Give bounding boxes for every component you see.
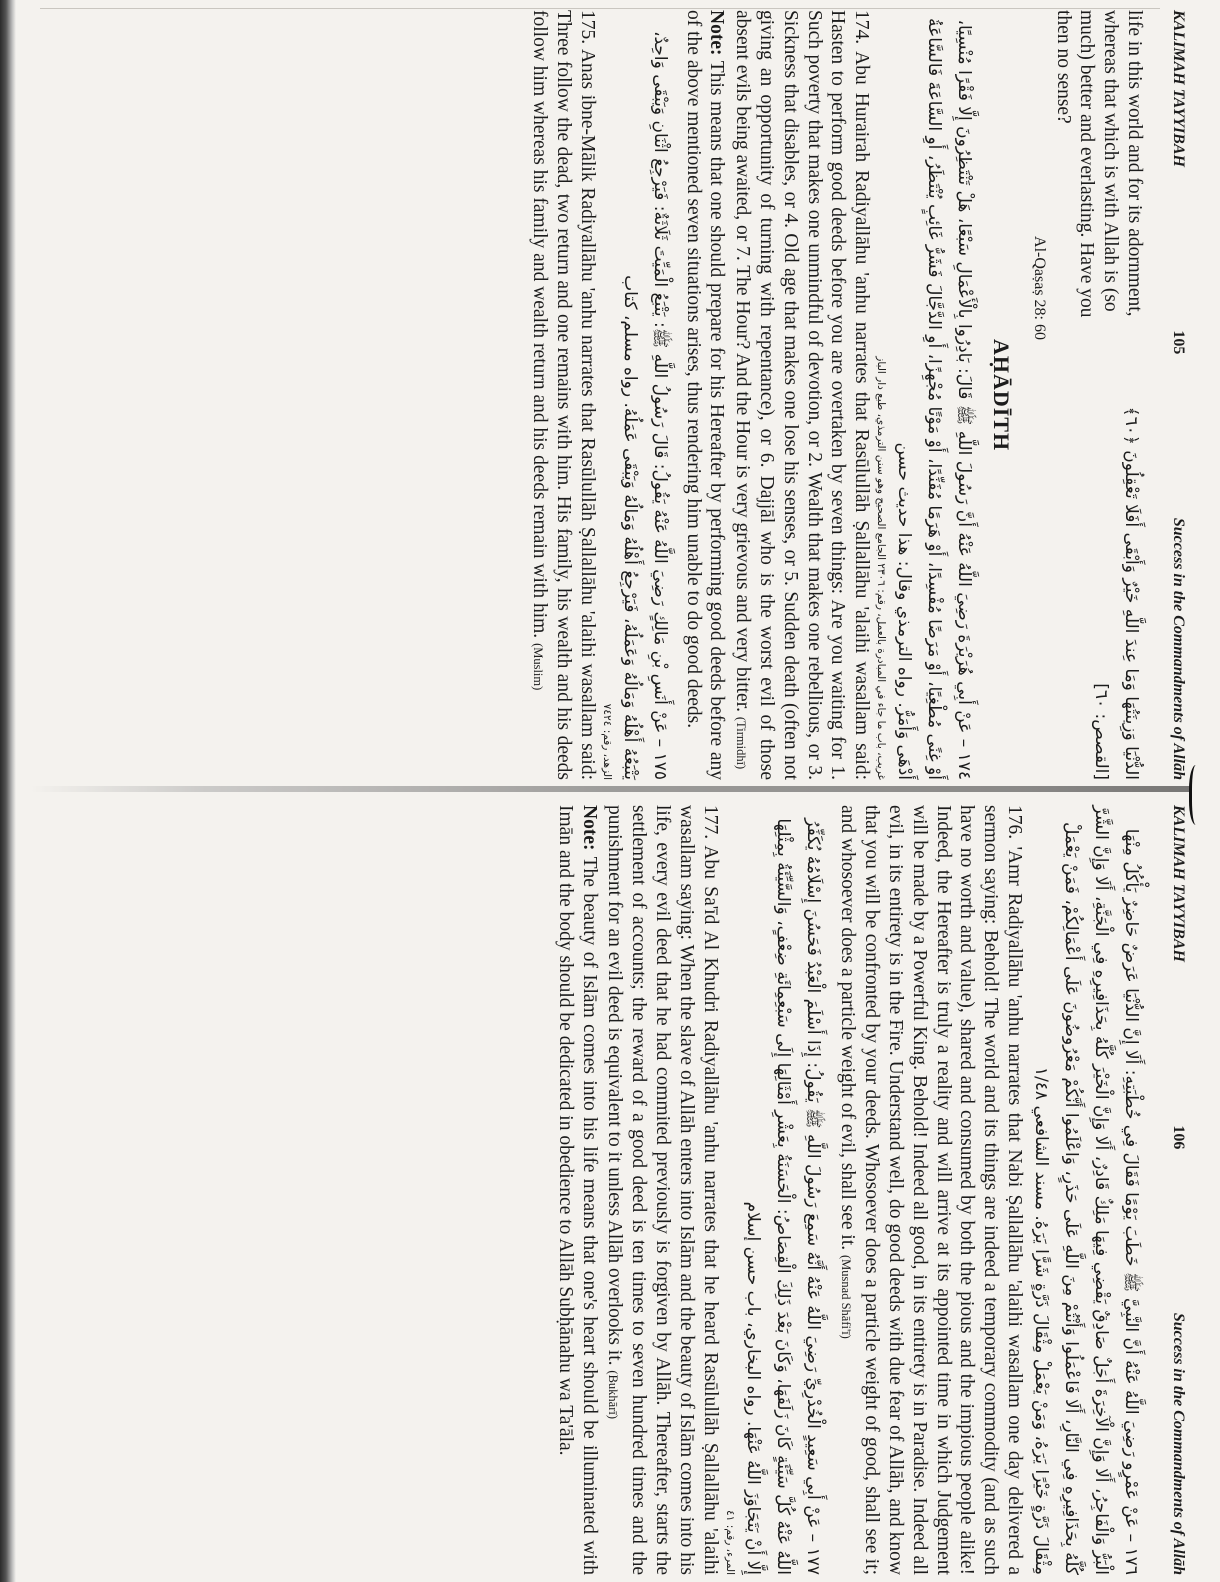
- hadith-177-citation: (Bukhārī): [606, 1370, 621, 1420]
- page-106: [30, 805, 1190, 1575]
- note-label: Note:: [706, 10, 728, 56]
- hadith-177-text: 177. Abu Sa'īd Al Khudri Radiyallāhu 'anhu narrates that he heard Rasūlullāh Ṣallallāhu 'alaihi wasallam saying: When the slave of Allāh enters into Islām and the beauty of Islām comes into his life, every evil deed that he had commited previously is forgiven by Allāh. Thereafter, starts the settlement of accounts; the reward of a good deed is ten times to seven hundred times and the punishment for an evil deed is equivalent to it unless Allāh overlooks it.: [604, 805, 721, 1575]
- hadith-175: [525, 10, 674, 780]
- hadith-177-translation: [601, 805, 722, 1575]
- hadith-175-arabic-source: الزهد، رقم: ٧٤٢٤: [600, 703, 613, 780]
- page-body: [519, 10, 1146, 780]
- hadith-174: [681, 10, 979, 780]
- page-105: [30, 10, 1190, 780]
- hadith-175-text: 175. Anas ibne-Mālik Radiyallāhu 'anhu narrates that Rasūlullāh Ṣallallāhu 'alaihi wasallam said: Three follow the dead, two return and one remains with him. His family, his wealth and his deeds follow him whereas his family and wealth return and his deeds remain with him.: [529, 10, 598, 780]
- quran-translation-text: life in this world and for its adornment, whereas that which is with Allah is (so much) better and everlasting. Have you then no sense?: [1052, 10, 1145, 318]
- quran-reference: Al-Qaṣaṣ 28: 60: [1030, 236, 1048, 340]
- page-number: 106: [1170, 1125, 1187, 1150]
- header-book-title: KALIMAH TAYYIBAH: [1170, 10, 1187, 167]
- header-chapter-title: Success in the Commandments of Allāh: [1170, 1312, 1187, 1575]
- page-header: [1156, 10, 1190, 780]
- section-title: AḤĀDĪTH: [989, 338, 1015, 452]
- scan-top-line: [40, 8, 1160, 9]
- hadith-176-text: 176. 'Amr Radiyallāhu 'anhu narrates that Nabi Ṣallallāhu 'alaihi wasallam one day delivered a sermon saying: Behold! The world and its things are indeed a temporary commodity (and as such have no worth and value), shared and consumed by both the pious and the impious people alike! Indeed, the Hereafter is truly a reality and will arrive at its appointed time in which Judgement will be made by a Powerful King. Behold! Indeed all good, in its entirety is in Paradise. Indeed all evil, in its entirety is in the Fire. Understand well, do good deeds with due fear of Allāh, and know that you will be confronted by your deeds. Whosoever does a particle weight of good, shall see it; and whosoever does a particle weight of evil, shall see it.: [837, 805, 1025, 1575]
- quran-verse-translation: [1027, 10, 1146, 340]
- quran-verse-arabic: الدُّنْيَا وَزِينَتُهَا وَمَا عِندَ اللَّهِ خَيْرٌ وَأَبْقَى أَفَلَا تَعْقِلُونَ ﴿٦٠﴾ [القصص: ٦٠]: [1091, 406, 1141, 780]
- hadith-176-translation: [834, 805, 1026, 1575]
- note-label: Note:: [578, 805, 600, 851]
- hadith-176: [834, 805, 1146, 1575]
- book-gutter: [30, 786, 1190, 792]
- hadith-175-citation: (Muslim): [531, 643, 546, 691]
- hadith-175-arabic: ١٧٥ – عَنْ أَنَسِ بْنِ مَالِكٍ رَضِيَ اللَّهُ عَنْهُ يَقُولُ: قَالَ رَسُولُ اللَّهِ ﷺ: يَتْبَعُ الْمَيِّتَ ثَلَاثَةٌ: فَيَرْجِعُ اثْنَانِ وَيَبْقَى وَاحِدٌ، يَتْبَعُهُ أَهْلُهُ وَمَالُهُ وَعَمَلُهُ، فَيَرْجِعُ أَهْلُهُ وَمَالُهُ وَيَبْقَى عَمَلُهُ. رواه مسلم، كتاب: [619, 30, 670, 780]
- quran-verse-block: [1027, 10, 1146, 780]
- hadith-174-note: [681, 10, 729, 780]
- hadith-177-note: [553, 805, 601, 1575]
- hadith-174-translation: [728, 10, 873, 780]
- hadith-176-arabic: ١٧٦ – عَنْ عَمْرٍو رَضِيَ اللَّهُ عَنْهُ أَنَّ النَّبِيَّ ﷺ خَطَبَ يَوْمًا فَقَالَ فِي خُطْبَتِهِ: أَلَا إِنَّ الدُّنْيَا عَرَضٌ حَاضِرٌ يَأْكُلُ مِنْهَا الْبَرُّ وَالْفَاجِرُ، أَلَا وَإِنَّ الْآخِرَةَ أَجَلٌ صَادِقٌ يَقْضِي فِيهَا مَلِكٌ قَادِرٌ، أَلَا وَإِنَّ الْخَيْرَ كُلَّهُ بِحَذَافِيرِهِ فِي الْجَنَّةِ، أَلَا وَإِنَّ الشَّرَّ كُلَّهُ بِحَذَافِيرِهِ فِي النَّارِ، أَلَا فَاعْمَلُوا وَأَنْتُمْ مِنَ اللَّهِ عَلَى حَذَرٍ، وَاعْلَمُوا أَنَّكُمْ مَعْرُوضُونَ عَلَى أَعْمَالِكُمْ، فَمَنْ يَعْمَلْ مِثْقَالَ ذَرَّةٍ خَيْرًا يَرَهُ، وَمَنْ يَعْمَلْ مِثْقَالَ ذَرَّةٍ شَرًّا يَرَهُ. مسند الشافعي ١/٤٨: [1031, 805, 1141, 1575]
- hadith-174-text: 174. Abu Hurairah Radiyallāhu 'anhu narrates that Rasūlullāh Ṣallallāhu 'alaihi wasallam said: Hasten to perform good deeds before you are overtaken by seven things: Are you waiting for 1. Such poverty that makes one unmindful of devotion, or 2. Wealth that makes one rebellious, or 3. Sickness that disables, or 4. Old age that makes one lose his senses, or 5. Sudden death (often not giving an opportunity of turning with repentance), or 6. Dajjāl who is the worst evil of those absent evils being awaited, or 7. The Hour? And the Hour is very grievous and very bitter.: [732, 10, 873, 780]
- hadith-176-citation: (Musnad Shāfi'ī): [839, 1255, 854, 1339]
- hadith-174-citation: (Tirmidhī): [734, 716, 749, 770]
- page-number: 105: [1170, 330, 1187, 355]
- page-header: [1156, 805, 1190, 1575]
- hadith-175-translation: [525, 10, 598, 780]
- header-book-title: KALIMAH TAYYIBAH: [1170, 805, 1187, 962]
- page-body: [547, 805, 1146, 1575]
- hadith-174-arabic-source: غريب، باب ما جاء في المبادرة بالعمل، رقم: ٢٣٠٦ الجامع الصحيح وهو سنن الترمذي، طبع دار الباز: [875, 356, 888, 780]
- page-curl-mark: [1189, 765, 1206, 825]
- hadith-174-note-text: This means that one should prepare for his Hereafter by performing good deeds before any of the above mentioned seven situations arises, thus rendering him unable to do good deeds.: [682, 10, 728, 780]
- hadith-177-arabic: ١٧٧ – عَنْ أَبِي سَعِيدٍ الْخُدْرِيِّ رَضِيَ اللَّهُ عَنْهُ أَنَّهُ سَمِعَ رَسُولَ اللَّهِ ﷺ يَقُولُ: إِذَا أَسْلَمَ الْعَبْدُ فَحَسُنَ إِسْلَامُهُ يُكَفِّرُ اللَّهُ عَنْهُ كُلَّ سَيِّئَةٍ كَانَ زَلَفَهَا، وَكَانَ بَعْدَ ذَلِكَ الْقِصَاصُ: الْحَسَنَةُ بِعَشْرِ أَمْثَالِهَا إِلَى سَبْعِمِائَةِ ضِعْفٍ، وَالسَّيِّئَةُ بِمِثْلِهَا إِلَّا أَنْ يَتَجَاوَزَ اللَّهُ عَنْهَا. رواه البخاري، باب حسن إسلام: [742, 818, 823, 1575]
- hadith-177-note-text: The beauty of Islām comes into his life means that one's heart should be illuminated with Imān and the body should be dedicated in obedience to Allāh Subḥānahu wa Ta'āla.: [554, 805, 600, 1576]
- hadith-174-arabic: ١٧٤ – عَنْ أَبِي هُرَيْرَةَ رَضِيَ اللَّهُ عَنْهُ أَنَّ رَسُولَ اللَّهِ ﷺ قَالَ: بَادِرُوا بِالْأَعْمَالِ سَبْعًا، هَلْ تَنْتَظِرُونَ إِلَّا فَقْرًا مُنْسِيًا، أَوْ غِنًى مُطْغِيًا، أَوْ مَرَضًا مُفْسِدًا، أَوْ هَرَمًا مُفَنِّدًا، أَوْ مَوْتًا مُجْهِزًا، أَوِ الدَّجَّالَ فَشَرُّ غَائِبٍ يُنْتَظَرُ، أَوِ السَّاعَةَ فَالسَّاعَةُ أَدْهَى وَأَمَرُّ. رواه الترمذي وقال: هذا حديث حسن: [894, 18, 975, 780]
- scan-shadow-edge: [0, 0, 16, 1582]
- header-chapter-title: Success in the Commandments of Allāh: [1170, 517, 1187, 780]
- hadith-177-arabic-source: المرء، رقم: ٤١: [723, 1510, 736, 1575]
- hadith-177: [553, 805, 828, 1575]
